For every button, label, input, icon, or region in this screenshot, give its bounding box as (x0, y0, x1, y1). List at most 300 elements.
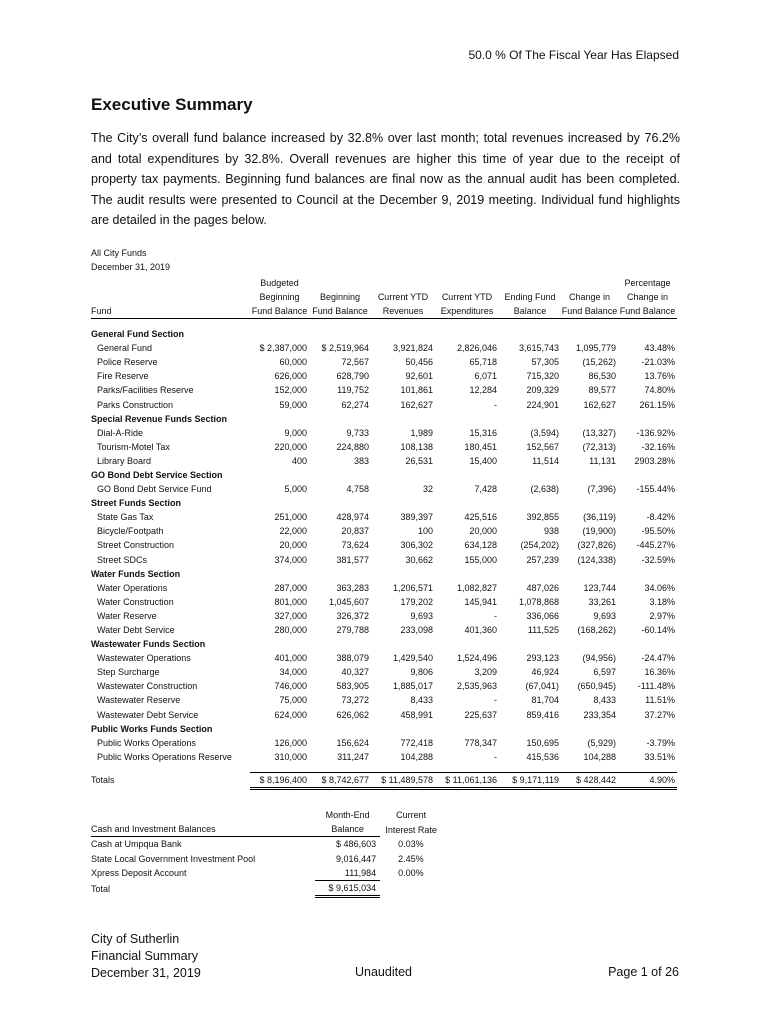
fund-value: 1,082,827 (456, 582, 497, 593)
fund-value: 251,000 (274, 512, 307, 523)
fund-value: 119,752 (337, 385, 369, 396)
fund-value: 26,531 (405, 455, 433, 466)
spacer-row (91, 764, 677, 773)
fund-row (91, 440, 677, 454)
column-header (499, 276, 561, 290)
fund-value: 126,000 (274, 737, 307, 748)
fund-value: 233,354 (583, 709, 616, 720)
fund-value: 374,000 (274, 554, 307, 565)
totals-row (91, 772, 677, 788)
fund-value: 1,206,571 (392, 582, 433, 593)
fund-value: 2.97% (649, 610, 675, 621)
fund-value: 46,924 (531, 667, 559, 678)
org-name: City of Sutherlin (91, 932, 180, 946)
fund-row (91, 553, 677, 567)
fund-value: - (494, 695, 497, 706)
fund-row (91, 454, 677, 468)
section-row (91, 567, 677, 581)
fund-value: 326,372 (336, 610, 369, 621)
fund-value: 62,274 (341, 399, 369, 410)
fund-row (91, 397, 677, 411)
cash-row (91, 837, 442, 852)
fund-value: (124,338) (577, 554, 616, 565)
fund-value: -445.27% (636, 540, 675, 551)
fund-value: 11,514 (532, 455, 559, 466)
fund-name: Bicycle/Footpath (97, 526, 164, 537)
fund-value: 772,418 (400, 737, 433, 748)
fund-value: 11.51% (645, 695, 675, 706)
column-header: Fund Balance (618, 304, 677, 319)
section-row (91, 412, 677, 426)
fund-value: 50,456 (405, 357, 433, 368)
fund-value: 9,000 (284, 427, 307, 438)
cash-interest-rate: 0.03% (398, 839, 424, 850)
fund-row (91, 736, 677, 750)
fund-name: Street SDCs (97, 554, 148, 565)
fund-value: 2903.28% (634, 455, 675, 466)
fund-value: 1,524,496 (456, 653, 497, 664)
fund-name: Water Debt Service (97, 625, 175, 636)
fund-row (91, 750, 677, 764)
section-title: Wastewater Funds Section (91, 639, 206, 650)
fund-value: (650,945) (577, 681, 616, 692)
fund-value: 388,079 (336, 653, 369, 664)
section-title: Public Works Funds Section (91, 723, 213, 734)
fund-name: Library Board (97, 455, 152, 466)
fund-name: GO Bond Debt Service Fund (97, 484, 212, 495)
fund-value: 1,885,017 (392, 681, 433, 692)
fund-value: 15,400 (469, 455, 497, 466)
fund-value: - (494, 610, 497, 621)
executive-summary-text: The City’s overall fund balance increased by 32.8% over last month; total revenues increased by 76.2% and total expenditures by 32.8%. Overall revenues are higher this time of year due to the receipt of property tax payments. Beginning fund balances are final now as the annual audit has been completed. The audit results were presented to Council at the December 9, 2019 meeting. Individual fund highlights are detailed in the pages below. (91, 131, 680, 227)
fund-name: State Gas Tax (97, 512, 154, 523)
fund-value: 180,451 (464, 441, 497, 452)
fund-value: 152,567 (526, 441, 559, 452)
fund-value: 6,597 (593, 667, 616, 678)
fund-value: 34,000 (279, 667, 307, 678)
fund-value: -8.42% (646, 512, 675, 523)
fund-value: 123,744 (583, 582, 616, 593)
totals-value: $ 8,742,677 (309, 772, 371, 788)
fund-value: 279,788 (336, 625, 369, 636)
fund-value: 20,837 (341, 526, 369, 537)
section-row (91, 327, 677, 341)
column-header: Percentage (624, 278, 671, 288)
header-spacer (255, 822, 315, 837)
fund-value: 40,327 (341, 667, 369, 678)
fund-value: 628,790 (336, 371, 369, 382)
spacer (255, 866, 315, 881)
fund-name: Tourism-Motel Tax (97, 441, 170, 452)
fund-header: Fund (91, 304, 250, 319)
section-title: GO Bond Debt Service Section (91, 469, 223, 480)
fund-value: 33,261 (588, 596, 616, 607)
fund-value: 428,974 (336, 512, 369, 523)
spacer (91, 764, 677, 773)
column-header: Expenditures (435, 304, 499, 319)
fund-value: (5,929) (587, 737, 616, 748)
fund-name: Parks/Facilities Reserve (97, 385, 194, 396)
fund-value: - (494, 751, 497, 762)
fund-value: (254,202) (520, 540, 559, 551)
fund-name: Fire Reserve (97, 371, 149, 382)
fund-value: (327,826) (577, 540, 616, 551)
fund-value: 37.27% (644, 709, 675, 720)
fund-value: 179,202 (400, 596, 433, 607)
fund-value: $ 2,387,000 (259, 343, 307, 354)
fund-value: 16.36% (644, 667, 675, 678)
column-header: Interest Rate (385, 824, 437, 835)
fund-row (91, 679, 677, 693)
column-header: Fund Balance (250, 304, 309, 319)
fund-name: Public Works Operations (97, 737, 196, 748)
fund-value: -95.50% (641, 526, 675, 537)
fund-name: General Fund (97, 343, 153, 354)
fund-value: 280,000 (274, 625, 307, 636)
fund-value: 33.51% (644, 751, 675, 762)
fund-value: 310,000 (274, 751, 307, 762)
page-title: Executive Summary (91, 95, 253, 114)
column-header: Month-End (325, 810, 370, 821)
fund-name: Wastewater Construction (97, 681, 198, 692)
totals-value: $ 9,171,119 (499, 772, 561, 788)
fund-value: 2,826,046 (456, 343, 497, 354)
fund-value: 111,525 (527, 625, 559, 636)
fund-value: 778,347 (464, 737, 497, 748)
fund-row (91, 538, 677, 552)
fund-value: 220,000 (274, 441, 307, 452)
fund-value: -32.16% (641, 441, 675, 452)
fund-value: 57,305 (531, 357, 559, 368)
fund-value: (67,041) (525, 681, 559, 692)
column-header: Change in (568, 292, 611, 302)
fund-row (91, 355, 677, 369)
doc-date: December 31, 2019 (91, 966, 201, 980)
header-spacer (91, 808, 255, 822)
header-row (91, 276, 677, 290)
fund-value: 101,861 (400, 385, 433, 396)
fund-value: 389,397 (400, 512, 433, 523)
fund-value: 1,045,607 (328, 596, 369, 607)
column-header: Current YTD (441, 292, 493, 302)
fund-value: 12,284 (469, 385, 497, 396)
fund-row (91, 609, 677, 623)
fund-value: 22,000 (279, 526, 307, 537)
cash-balance: $ 486,603 (336, 839, 377, 850)
fund-name: Police Reserve (97, 357, 158, 368)
fund-value: (13,327) (582, 427, 616, 438)
fund-value: 9,693 (410, 610, 433, 621)
fund-value: 746,000 (274, 681, 307, 692)
fund-value: 261.15% (639, 399, 675, 410)
fund-value: 938 (543, 526, 559, 537)
fund-value: 859,416 (526, 709, 559, 720)
fund-row (91, 510, 677, 524)
section-row (91, 637, 677, 651)
fund-value: 108,138 (400, 441, 433, 452)
fund-name: Public Works Operations Reserve (97, 751, 232, 762)
fund-value: 3,921,824 (392, 343, 433, 354)
cash-table-label: Cash and Investment Balances (91, 822, 255, 837)
fund-value: 626,000 (274, 371, 307, 382)
fund-value: 425,516 (464, 512, 497, 523)
fund-value: 458,991 (400, 709, 433, 720)
cash-row (91, 866, 442, 881)
fund-row (91, 383, 677, 397)
totals-value: $ 8,196,400 (250, 772, 309, 788)
fund-value: 1,078,868 (518, 596, 559, 607)
fund-value: 162,627 (583, 399, 616, 410)
fund-value: 81,704 (531, 695, 559, 706)
fund-value: - (494, 399, 497, 410)
spacer (255, 880, 315, 896)
fund-value: 156,624 (336, 737, 369, 748)
fund-value: 293,123 (526, 653, 559, 664)
fund-value: 32 (422, 484, 433, 495)
section-row (91, 468, 677, 482)
fund-value: 65,718 (469, 357, 497, 368)
fund-value: 104,288 (400, 751, 433, 762)
header-spacer (255, 808, 315, 822)
fund-value: $ 2,519,964 (321, 343, 369, 354)
cash-account-name: State Local Government Investment Pool (91, 853, 256, 864)
fund-value: 401,000 (274, 653, 307, 664)
fund-name: Water Construction (97, 596, 174, 607)
fund-value: 75,000 (279, 695, 307, 706)
fund-value: -60.14% (641, 625, 675, 636)
fund-value: 311,247 (337, 751, 369, 762)
fund-value: 150,695 (526, 737, 559, 748)
fund-value: 624,000 (274, 709, 307, 720)
column-header: Fund Balance (309, 304, 371, 319)
fund-value: 30,662 (405, 554, 433, 565)
fund-row (91, 581, 677, 595)
fund-value: 336,066 (526, 610, 559, 621)
fund-value: 89,577 (588, 385, 616, 396)
fund-value: 715,320 (526, 371, 559, 382)
fund-value: 73,272 (341, 695, 369, 706)
all-city-funds-table (91, 276, 677, 790)
fund-value: 392,855 (526, 512, 559, 523)
cash-account-name: Cash at Umpqua Bank (91, 839, 182, 850)
header-row (91, 808, 442, 822)
column-header: Current (396, 810, 427, 821)
fund-value: 34.06% (644, 582, 675, 593)
header-row (91, 290, 677, 304)
fund-row (91, 623, 677, 637)
page-number: Page 1 of 26 (608, 965, 679, 979)
cash-balance: $ 9,615,034 (315, 880, 380, 896)
cash-row (91, 852, 442, 866)
fund-value: 224,901 (526, 399, 559, 410)
section-row (91, 722, 677, 736)
fund-value: 11,131 (589, 455, 616, 466)
fund-value: -155.44% (636, 484, 675, 495)
fund-value: 487,026 (526, 582, 559, 593)
column-header: Revenues (371, 304, 435, 319)
fund-row (91, 651, 677, 665)
fund-row (91, 482, 677, 496)
fund-name: Street Construction (97, 540, 175, 551)
fund-name: Wastewater Debt Service (97, 709, 199, 720)
funds-caption: All City Funds (91, 248, 147, 258)
fund-name: Parks Construction (97, 399, 174, 410)
fund-value: 5,000 (284, 484, 307, 495)
fund-name: Step Surcharge (97, 667, 160, 678)
column-header (371, 276, 435, 290)
totals-value: $ 11,061,136 (435, 772, 499, 788)
fund-value: 2,535,963 (456, 681, 497, 692)
fund-value: 327,000 (274, 610, 307, 621)
column-header: Budgeted (260, 278, 299, 288)
fund-value: 74.80% (644, 385, 675, 396)
fund-value: (72,313) (582, 441, 616, 452)
fund-name: Wastewater Reserve (97, 695, 181, 706)
fund-value: 257,239 (526, 554, 559, 565)
fund-value: (3,594) (530, 427, 559, 438)
fund-value: 7,428 (474, 484, 497, 495)
fund-value: 8,433 (410, 695, 433, 706)
section-title: Street Funds Section (91, 498, 182, 509)
fund-value: 145,941 (464, 596, 497, 607)
fund-name: Dial-A-Ride (97, 427, 144, 438)
fund-value: 224,880 (336, 441, 369, 452)
fund-row (91, 693, 677, 707)
fund-value: 8,433 (593, 695, 616, 706)
fund-row (91, 369, 677, 383)
fund-value: 400 (291, 455, 307, 466)
fund-value: 583,905 (336, 681, 369, 692)
fiscal-year-elapsed: 50.0 % Of The Fiscal Year Has Elapsed (468, 48, 679, 62)
column-header: Current YTD (377, 292, 429, 302)
fund-value: 225,637 (464, 709, 497, 720)
fund-value: 626,062 (336, 709, 369, 720)
header-spacer (91, 290, 250, 304)
fund-row (91, 665, 677, 679)
fund-value: -136.92% (636, 427, 675, 438)
fund-value: (19,900) (582, 526, 616, 537)
totals-value: $ 11,489,578 (371, 772, 435, 788)
fund-name: Water Operations (97, 582, 168, 593)
fund-row (91, 426, 677, 440)
fund-value: 155,000 (464, 554, 497, 565)
column-header: Balance (315, 822, 380, 837)
fund-value: -24.47% (641, 653, 675, 664)
section-title: Water Funds Section (91, 568, 181, 579)
fund-row (91, 341, 677, 355)
fund-value: 209,329 (526, 385, 559, 396)
spacer (255, 837, 315, 852)
fund-row (91, 524, 677, 538)
footer-org (91, 931, 201, 982)
fund-value: 92,601 (405, 371, 433, 382)
fund-value: 9,806 (410, 667, 433, 678)
fund-value: 801,000 (274, 596, 307, 607)
header-row (91, 822, 442, 837)
cash-investment-table (91, 808, 442, 898)
fund-name: Water Reserve (97, 610, 157, 621)
fund-value: 20,000 (469, 526, 497, 537)
totals-value: $ 428,442 (561, 772, 618, 788)
fund-value: 152,000 (274, 385, 307, 396)
fund-value: (7,396) (587, 484, 616, 495)
fund-value: 363,283 (336, 582, 369, 593)
fund-value: 1,429,540 (392, 653, 433, 664)
audit-status: Unaudited (355, 965, 412, 979)
fund-value: 401,360 (464, 625, 497, 636)
section-title: Special Revenue Funds Section (91, 413, 228, 424)
fund-value: 233,098 (400, 625, 433, 636)
fund-value: 6,071 (474, 371, 497, 382)
fund-value: 306,302 (400, 540, 433, 551)
column-header: Beginning (259, 292, 300, 302)
fund-row (91, 708, 677, 722)
fund-value: 100 (417, 526, 433, 537)
header-spacer (91, 276, 250, 290)
fund-value: 415,536 (526, 751, 559, 762)
fund-value: 20,000 (279, 540, 307, 551)
fund-value: 86,530 (588, 371, 616, 382)
fund-value: (15,262) (582, 357, 616, 368)
fund-value: 72,567 (341, 357, 369, 368)
cash-interest-rate: 2.45% (398, 853, 424, 864)
fund-value: 3.18% (649, 596, 675, 607)
fund-value: 43.48% (644, 343, 675, 354)
fund-value: 9,693 (593, 610, 616, 621)
spacer (255, 852, 315, 866)
fund-value: 4,758 (346, 484, 369, 495)
cash-interest-rate: 0.00% (398, 868, 424, 879)
fund-value: 634,128 (464, 540, 497, 551)
header-row (91, 304, 677, 319)
fund-value: 162,627 (400, 399, 433, 410)
fund-value: (168,262) (577, 625, 616, 636)
fund-value: -21.03% (641, 357, 675, 368)
section-row (91, 496, 677, 510)
fund-value: -3.79% (646, 737, 675, 748)
column-header: Beginning (319, 292, 361, 302)
fund-value: 1,095,779 (575, 343, 616, 354)
fund-value: 381,577 (336, 554, 369, 565)
fund-value: (36,119) (583, 512, 616, 523)
totals-label: Totals (91, 775, 115, 786)
fund-value: 15,316 (469, 427, 497, 438)
cash-interest-rate (380, 880, 442, 896)
cash-balance: 9,016,447 (336, 853, 377, 864)
spacer-row (91, 319, 677, 328)
fund-value: 59,000 (279, 399, 307, 410)
column-header: Ending Fund (504, 292, 556, 302)
doc-name: Financial Summary (91, 949, 198, 963)
cash-row (91, 880, 442, 896)
fund-value: 383 (353, 455, 369, 466)
column-header (309, 276, 371, 290)
fund-value: -32.59% (641, 554, 675, 565)
fund-value: 60,000 (279, 357, 307, 368)
fund-value: 3,209 (474, 667, 497, 678)
fund-value: 1,989 (410, 427, 433, 438)
cash-account-name: Xpress Deposit Account (91, 868, 187, 879)
column-header (435, 276, 499, 290)
fund-value: 287,000 (274, 582, 307, 593)
fund-value: 3,615,743 (518, 343, 559, 354)
spacer (91, 319, 677, 328)
fund-value: -111.48% (637, 681, 675, 692)
cash-account-name: Total (91, 883, 111, 894)
fund-value: 13.76% (644, 371, 675, 382)
column-header: Fund Balance (561, 304, 618, 319)
fund-value: 73,624 (341, 540, 369, 551)
